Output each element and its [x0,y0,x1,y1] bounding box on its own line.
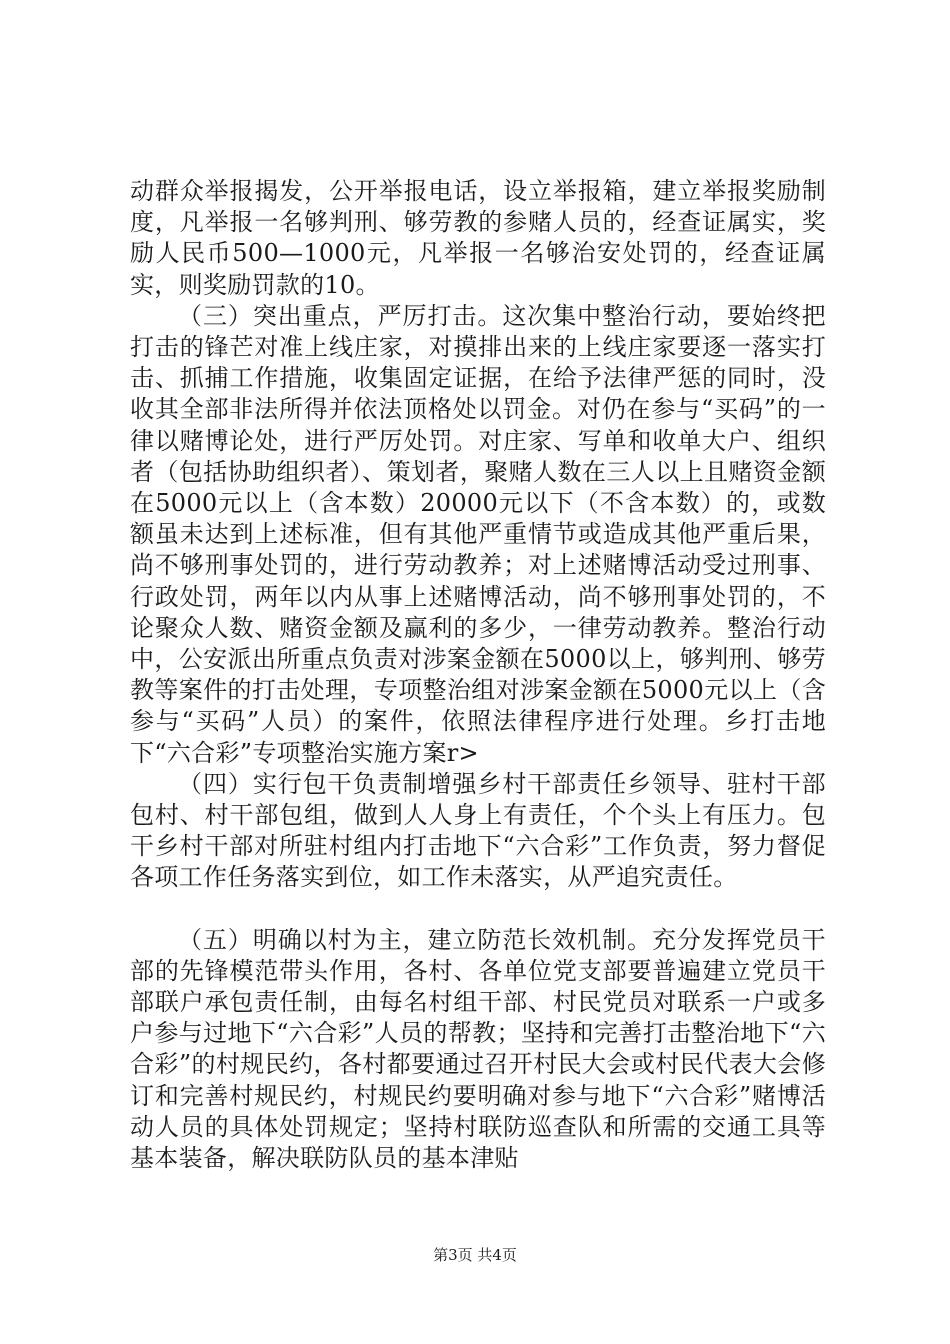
paragraph-section-four: （四）实行包干负责制增强乡村干部责任乡领导、驻村干部包村、村干部包组，做到人人身上有责任，个个头上有压力。包干乡村干部对所驻村组内打击地下“六合彩”工作负责，努力督促各项工作任务落实到位，如工作未落实，从严追究责任。 [130,769,826,892]
document-body [130,176,826,1174]
paragraph-section-five: （五）明确以村为主，建立防范长效机制。充分发挥党员干部的先锋模范带头作用，各村、各单位党支部要普遍建立党员干部联户承包责任制，由每名村组干部、村民党员对联系一户或多户参与过地下“六合彩”人员的帮教；坚持和完善打击整治地下“六合彩”的村规民约，各村都要通过召开村民大会或村民代表大会修订和完善村规民约，村规民约要明确对参与地下“六合彩”赌博活动人员的具体处罚规定；坚持村联防巡查队和所需的交通工具等基本装备，解决联防队员的基本津贴 [130,925,826,1173]
paragraph-section-three: （三）突出重点，严厉打击。这次集中整治行动，要始终把打击的锋芒对准上线庄家，对摸排出来的上线庄家要逐一落实打击、抓捕工作措施，收集固定证据，在给予法律严惩的同时，没收其全部非法所得并依法顶格处以罚金。对仍在参与“买码”的一律以赌博论处，进行严厉处罚。对庄家、写单和收单大户、组织者（包括协助组织者）、策划者，聚赌人数在三人以上且赌资金额在5000元以上（含本数）20000元以下（不含本数）的，或数额虽未达到上述标准，但有其他严重情节或造成其他严重后果，尚不够刑事处罚的，进行劳动教养；对上述赌博活动受过刑事、行政处罚，两年以内从事上述赌博活动，尚不够刑事处罚的，不论聚众人数、赌资金额及赢利的多少，一律劳动教养。整治行动中，公安派出所重点负责对涉案金额在5000以上，够判刑、够劳教等案件的打击处理，专项整治组对涉案金额在5000元以上（含参与“买码”人员）的案件，依照法律程序进行处理。乡打击地下“六合彩”专项整治实施方案r> [130,301,826,767]
paragraph-continuation: 动群众举报揭发，公开举报电话，设立举报箱，建立举报奖励制度，凡举报一名够判刑、够劳教的参赌人员的，经查证属实，奖励人民币500—1000元，凡举报一名够治安处罚的，经查证属实，则奖励罚款的10。 [130,177,826,299]
page-number-footer: 第3页 共4页 [433,1246,517,1264]
